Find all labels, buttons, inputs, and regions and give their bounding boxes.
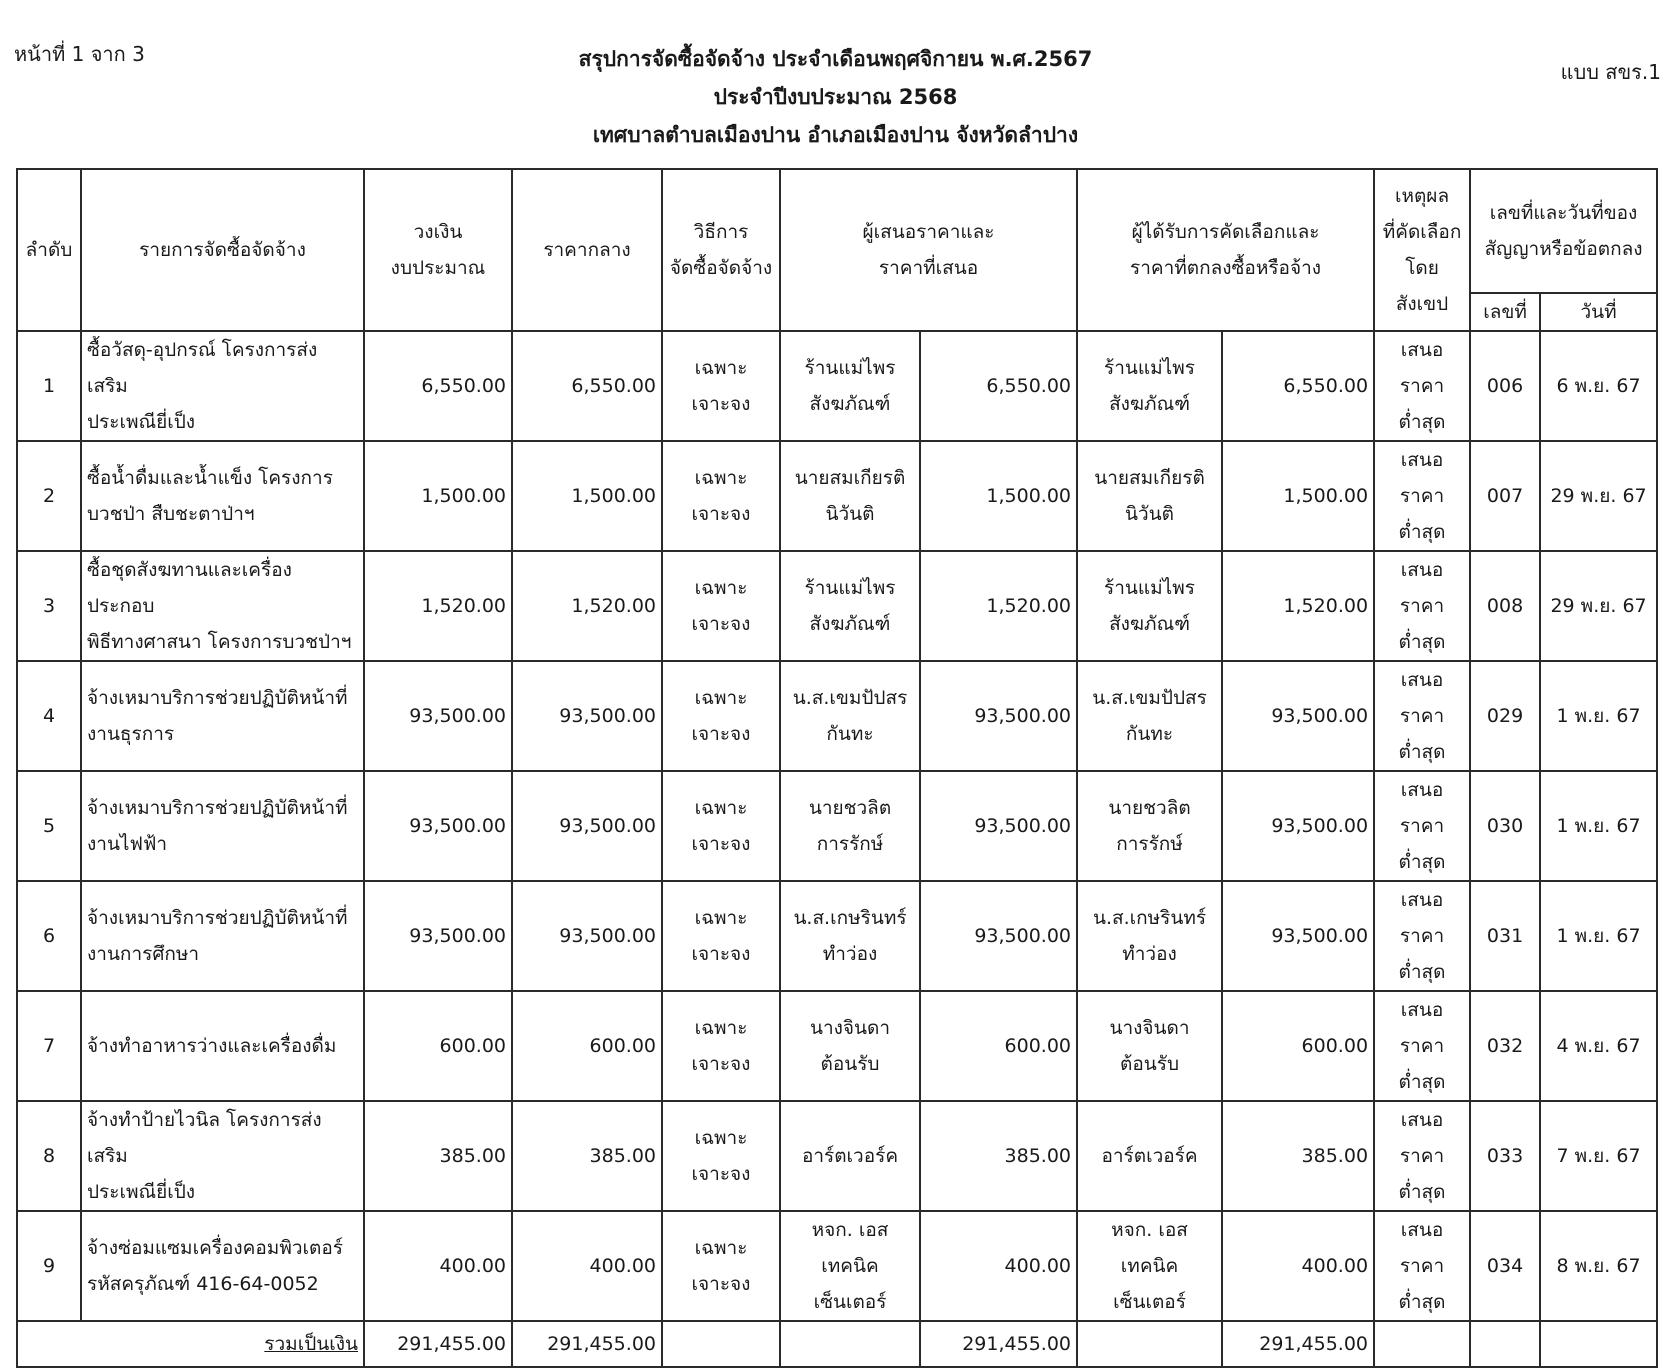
empty-cell bbox=[1077, 1321, 1222, 1367]
bidder-name-line: ต้อนรับ bbox=[820, 1053, 880, 1075]
row-no: 4 bbox=[17, 661, 81, 771]
median-price: 93,500.00 bbox=[512, 881, 662, 991]
total-row bbox=[17, 1321, 1657, 1367]
selection-reason-line: ต่ำสุด bbox=[1398, 1071, 1446, 1093]
median-price: 6,550.00 bbox=[512, 331, 662, 441]
median-price: 1,520.00 bbox=[512, 551, 662, 661]
bidder-name-line: น.ส.เกษรินทร์ bbox=[793, 907, 907, 929]
winner-name-line: หจก. เอสเทคนิค bbox=[1111, 1219, 1188, 1277]
empty-cell bbox=[662, 1321, 780, 1367]
contract-date: 29 พ.ย. 67 bbox=[1540, 551, 1657, 661]
winner-name-line: ต้อนรับ bbox=[1120, 1053, 1180, 1075]
bidder-name-line: น.ส.เขมปัปสร bbox=[792, 687, 908, 709]
contract-number: 031 bbox=[1470, 881, 1540, 991]
bidder-name-line: การรักษ์ bbox=[816, 833, 884, 855]
item-description-line: จ้างเหมาบริการช่วยปฏิบัติหน้าที่ bbox=[87, 797, 348, 819]
header-contract-no: เลขที่ bbox=[1470, 293, 1540, 331]
header-contract-date: วันที่ bbox=[1540, 293, 1657, 331]
row-no: 3 bbox=[17, 551, 81, 661]
winner-name-line: นางจินดา bbox=[1109, 1017, 1190, 1039]
document-title bbox=[0, 40, 1671, 154]
winner-name-line: นายชวลิต bbox=[1108, 797, 1191, 819]
median-price: 400.00 bbox=[512, 1211, 662, 1321]
winner-name-line: เซ็นเตอร์ bbox=[1113, 1291, 1186, 1313]
table-row bbox=[17, 881, 1657, 991]
win-price: 1,500.00 bbox=[1222, 441, 1374, 551]
bid-price: 1,520.00 bbox=[920, 551, 1077, 661]
item-description-line: จ้างเหมาบริการช่วยปฏิบัติหน้าที่ bbox=[87, 907, 348, 929]
title-line: สรุปการจัดซื้อจัดจ้าง ประจำเดือนพฤศจิกายน พ.ศ.2567 bbox=[578, 47, 1093, 71]
median-price: 385.00 bbox=[512, 1101, 662, 1211]
selection-reason bbox=[1374, 441, 1470, 551]
winner-name-line: นายสมเกียรติ bbox=[1094, 467, 1205, 489]
item-description-line: จ้างทำอาหารว่างและเครื่องดื่ม bbox=[87, 1035, 337, 1057]
selection-reason-line: เสนอราคา bbox=[1399, 999, 1445, 1057]
contract-number: 030 bbox=[1470, 771, 1540, 881]
row-no: 9 bbox=[17, 1211, 81, 1321]
header-bidder: ผู้เสนอราคาและ ราคาที่เสนอ bbox=[780, 169, 1077, 331]
page-number: หน้าที่ 1 จาก 3 bbox=[14, 42, 145, 66]
table-footer bbox=[17, 1321, 1657, 1367]
bid-price: 6,550.00 bbox=[920, 331, 1077, 441]
bidder-name bbox=[780, 771, 920, 881]
selection-reason bbox=[1374, 771, 1470, 881]
item-description-line: ประเพณียี่เป็ง bbox=[87, 411, 196, 433]
budget-amount: 1,520.00 bbox=[364, 551, 512, 661]
item-description-line: ประเพณียี่เป็ง bbox=[87, 1181, 196, 1203]
selection-reason-line: ต่ำสุด bbox=[1398, 521, 1446, 543]
contract-date: 6 พ.ย. 67 bbox=[1540, 331, 1657, 441]
table-row bbox=[17, 331, 1657, 441]
selection-reason bbox=[1374, 881, 1470, 991]
win-price: 93,500.00 bbox=[1222, 771, 1374, 881]
winner-name-line: อาร์ตเวอร์ค bbox=[1101, 1145, 1198, 1167]
procurement-method: เฉพาะเจาะจง bbox=[662, 991, 780, 1101]
contract-number: 029 bbox=[1470, 661, 1540, 771]
row-no: 6 bbox=[17, 881, 81, 991]
winner-name-line: การรักษ์ bbox=[1116, 833, 1183, 855]
contract-date: 29 พ.ย. 67 bbox=[1540, 441, 1657, 551]
selection-reason-line: เสนอราคา bbox=[1399, 1109, 1445, 1167]
total-budget: 291,455.00 bbox=[364, 1321, 512, 1367]
bidder-name-line: หจก. เอสเทคนิค bbox=[811, 1219, 889, 1277]
bidder-name bbox=[780, 991, 920, 1101]
empty-cell bbox=[1374, 1321, 1470, 1367]
bidder-name-line: ร้านแม่ไพร bbox=[804, 357, 896, 379]
empty-cell bbox=[1540, 1321, 1657, 1367]
item-description-line: จ้างซ่อมแซมเครื่องคอมพิวเตอร์ bbox=[87, 1237, 343, 1259]
row-no: 5 bbox=[17, 771, 81, 881]
winner-name-line: กันทะ bbox=[1125, 723, 1174, 745]
item-description-line: รหัสครุภัณฑ์ 416-64-0052 bbox=[87, 1273, 319, 1295]
total-bid-price: 291,455.00 bbox=[920, 1321, 1077, 1367]
contract-number: 008 bbox=[1470, 551, 1540, 661]
contract-number: 032 bbox=[1470, 991, 1540, 1101]
procurement-method: เฉพาะเจาะจง bbox=[662, 661, 780, 771]
win-price: 6,550.00 bbox=[1222, 331, 1374, 441]
header-contract: เลขที่และวันที่ของ สัญญาหรือข้อตกลง bbox=[1470, 169, 1657, 293]
bidder-name-line: นิวันติ bbox=[825, 503, 875, 525]
bidder-name-line: ร้านแม่ไพร bbox=[804, 577, 896, 599]
winner-name-line: นิวันติ bbox=[1125, 503, 1174, 525]
selection-reason-line: เสนอราคา bbox=[1399, 339, 1445, 397]
row-no: 7 bbox=[17, 991, 81, 1101]
procurement-method: เฉพาะเจาะจง bbox=[662, 771, 780, 881]
budget-amount: 400.00 bbox=[364, 1211, 512, 1321]
bidder-name-line: นายสมเกียรติ bbox=[794, 467, 906, 489]
contract-number: 007 bbox=[1470, 441, 1540, 551]
budget-amount: 600.00 bbox=[364, 991, 512, 1101]
winner-name bbox=[1077, 441, 1222, 551]
winner-name-line: น.ส.เกษรินทร์ bbox=[1092, 907, 1207, 929]
winner-name-line: ร้านแม่ไพร bbox=[1104, 357, 1195, 379]
selection-reason-line: เสนอราคา bbox=[1399, 449, 1445, 507]
contract-date: 4 พ.ย. 67 bbox=[1540, 991, 1657, 1101]
item-description-line: บวชป่า สืบชะตาป่าฯ bbox=[87, 503, 255, 525]
table-row bbox=[17, 991, 1657, 1101]
empty-cell bbox=[1470, 1321, 1540, 1367]
item-description bbox=[81, 991, 364, 1101]
bidder-name-line: อาร์ตเวอร์ค bbox=[801, 1145, 899, 1167]
winner-name-line: สังฆภัณฑ์ bbox=[1109, 393, 1190, 415]
table-row bbox=[17, 771, 1657, 881]
selection-reason-line: เสนอราคา bbox=[1399, 669, 1445, 727]
win-price: 93,500.00 bbox=[1222, 881, 1374, 991]
selection-reason-line: ต่ำสุด bbox=[1398, 1291, 1446, 1313]
table-header bbox=[17, 169, 1657, 331]
bidder-name-line: สังฆภัณฑ์ bbox=[809, 613, 891, 635]
selection-reason-line: เสนอราคา bbox=[1399, 779, 1445, 837]
row-no: 8 bbox=[17, 1101, 81, 1211]
contract-date: 7 พ.ย. 67 bbox=[1540, 1101, 1657, 1211]
header-median-price: ราคากลาง bbox=[512, 169, 662, 331]
procurement-method: เฉพาะเจาะจง bbox=[662, 441, 780, 551]
procurement-method: เฉพาะเจาะจง bbox=[662, 1101, 780, 1211]
item-description bbox=[81, 1101, 364, 1211]
bidder-name bbox=[780, 1101, 920, 1211]
header-item: รายการจัดซื้อจัดจ้าง bbox=[81, 169, 364, 331]
bid-price: 400.00 bbox=[920, 1211, 1077, 1321]
item-description bbox=[81, 441, 364, 551]
bidder-name-line: นายชวลิต bbox=[808, 797, 892, 819]
win-price: 600.00 bbox=[1222, 991, 1374, 1101]
item-description-line: จ้างทำป้ายไวนิล โครงการส่งเสริม bbox=[87, 1109, 322, 1167]
item-description bbox=[81, 881, 364, 991]
bidder-name-line: นางจินดา bbox=[809, 1017, 891, 1039]
procurement-method: เฉพาะเจาะจง bbox=[662, 551, 780, 661]
budget-amount: 1,500.00 bbox=[364, 441, 512, 551]
selection-reason-line: เสนอราคา bbox=[1399, 1219, 1445, 1277]
row-no: 2 bbox=[17, 441, 81, 551]
total-label: รวมเป็นเงิน bbox=[17, 1321, 364, 1367]
bidder-name bbox=[780, 551, 920, 661]
header-no: ลำดับ bbox=[17, 169, 81, 331]
median-price: 93,500.00 bbox=[512, 661, 662, 771]
selection-reason bbox=[1374, 1211, 1470, 1321]
item-description bbox=[81, 771, 364, 881]
bidder-name-line: เซ็นเตอร์ bbox=[813, 1291, 887, 1313]
item-description bbox=[81, 1211, 364, 1321]
item-description-line: พิธีทางศาสนา โครงการบวชป่าฯ bbox=[87, 631, 352, 653]
selection-reason bbox=[1374, 551, 1470, 661]
item-description bbox=[81, 331, 364, 441]
item-description-line: ซื้อน้ำดื่มและน้ำแข็ง โครงการ bbox=[87, 467, 333, 489]
budget-amount: 93,500.00 bbox=[364, 771, 512, 881]
procurement-table bbox=[16, 168, 1658, 1368]
bid-price: 93,500.00 bbox=[920, 881, 1077, 991]
selection-reason-line: เสนอราคา bbox=[1399, 889, 1445, 947]
item-description bbox=[81, 661, 364, 771]
winner-name bbox=[1077, 551, 1222, 661]
bidder-name-line: ทำว่อง bbox=[822, 943, 878, 965]
winner-name bbox=[1077, 661, 1222, 771]
selection-reason-line: ต่ำสุด bbox=[1398, 851, 1446, 873]
selection-reason bbox=[1374, 1101, 1470, 1211]
win-price: 385.00 bbox=[1222, 1101, 1374, 1211]
win-price: 1,520.00 bbox=[1222, 551, 1374, 661]
item-description-line: งานธุรการ bbox=[87, 723, 175, 745]
winner-name bbox=[1077, 1101, 1222, 1211]
row-no: 1 bbox=[17, 331, 81, 441]
form-code: แบบ สขร.1 bbox=[1560, 60, 1661, 84]
item-description-line: ซื้อวัสดุ-อุปกรณ์ โครงการส่งเสริม bbox=[87, 339, 318, 397]
bidder-name bbox=[780, 881, 920, 991]
contract-number: 006 bbox=[1470, 331, 1540, 441]
contract-date: 1 พ.ย. 67 bbox=[1540, 881, 1657, 991]
empty-cell bbox=[780, 1321, 920, 1367]
bidder-name-line: กันทะ bbox=[826, 723, 874, 745]
winner-name bbox=[1077, 991, 1222, 1101]
item-description-line: จ้างเหมาบริการช่วยปฏิบัติหน้าที่ bbox=[87, 687, 348, 709]
item-description-line: ซื้อชุดสังฆทานและเครื่องประกอบ bbox=[87, 559, 292, 617]
win-price: 400.00 bbox=[1222, 1211, 1374, 1321]
contract-date: 8 พ.ย. 67 bbox=[1540, 1211, 1657, 1321]
contract-date: 1 พ.ย. 67 bbox=[1540, 771, 1657, 881]
selection-reason bbox=[1374, 331, 1470, 441]
procurement-method: เฉพาะเจาะจง bbox=[662, 881, 780, 991]
selection-reason-line: ต่ำสุด bbox=[1398, 1181, 1446, 1203]
item-description-line: งานไฟฟ้า bbox=[87, 833, 168, 855]
header-method: วิธีการ จัดซื้อจัดจ้าง bbox=[662, 169, 780, 331]
table-row bbox=[17, 441, 1657, 551]
median-price: 93,500.00 bbox=[512, 771, 662, 881]
selection-reason-line: เสนอราคา bbox=[1399, 559, 1445, 617]
total-win-price: 291,455.00 bbox=[1222, 1321, 1374, 1367]
header-winner: ผู้ได้รับการคัดเลือกและ ราคาที่ตกลงซื้อหรือจ้าง bbox=[1077, 169, 1374, 331]
selection-reason-line: ต่ำสุด bbox=[1398, 631, 1446, 653]
selection-reason-line: ต่ำสุด bbox=[1398, 741, 1446, 763]
header-reason: เหตุผล ที่คัดเลือก โดยสังเขป bbox=[1374, 169, 1470, 331]
procurement-method: เฉพาะเจาะจง bbox=[662, 1211, 780, 1321]
title-line: ประจำปีงบประมาณ 2568 bbox=[713, 85, 958, 109]
contract-number: 033 bbox=[1470, 1101, 1540, 1211]
procurement-method: เฉพาะเจาะจง bbox=[662, 331, 780, 441]
contract-date: 1 พ.ย. 67 bbox=[1540, 661, 1657, 771]
table-row bbox=[17, 1101, 1657, 1211]
selection-reason bbox=[1374, 991, 1470, 1101]
bidder-name bbox=[780, 441, 920, 551]
budget-amount: 385.00 bbox=[364, 1101, 512, 1211]
bid-price: 600.00 bbox=[920, 991, 1077, 1101]
item-description bbox=[81, 551, 364, 661]
win-price: 93,500.00 bbox=[1222, 661, 1374, 771]
median-price: 600.00 bbox=[512, 991, 662, 1101]
table-row bbox=[17, 551, 1657, 661]
median-price: 1,500.00 bbox=[512, 441, 662, 551]
bid-price: 385.00 bbox=[920, 1101, 1077, 1211]
bid-price: 93,500.00 bbox=[920, 661, 1077, 771]
budget-amount: 93,500.00 bbox=[364, 661, 512, 771]
bid-price: 1,500.00 bbox=[920, 441, 1077, 551]
winner-name bbox=[1077, 881, 1222, 991]
bidder-name bbox=[780, 331, 920, 441]
table-body bbox=[17, 331, 1657, 1321]
budget-amount: 93,500.00 bbox=[364, 881, 512, 991]
header-budget: วงเงิน งบประมาณ bbox=[364, 169, 512, 331]
bidder-name-line: สังฆภัณฑ์ bbox=[809, 393, 891, 415]
winner-name bbox=[1077, 771, 1222, 881]
winner-name bbox=[1077, 331, 1222, 441]
winner-name-line: น.ส.เขมปัปสร bbox=[1092, 687, 1207, 709]
total-median: 291,455.00 bbox=[512, 1321, 662, 1367]
table-row bbox=[17, 661, 1657, 771]
winner-name-line: ทำว่อง bbox=[1122, 943, 1177, 965]
winner-name-line: สังฆภัณฑ์ bbox=[1109, 613, 1190, 635]
bidder-name bbox=[780, 661, 920, 771]
bid-price: 93,500.00 bbox=[920, 771, 1077, 881]
winner-name-line: ร้านแม่ไพร bbox=[1104, 577, 1195, 599]
item-description-line: งานการศึกษา bbox=[87, 943, 200, 965]
table-row bbox=[17, 1211, 1657, 1321]
winner-name bbox=[1077, 1211, 1222, 1321]
bidder-name bbox=[780, 1211, 920, 1321]
selection-reason-line: ต่ำสุด bbox=[1398, 411, 1446, 433]
title-line: เทศบาลตำบลเมืองปาน อำเภอเมืองปาน จังหวัดลำปาง bbox=[592, 123, 1079, 147]
budget-amount: 6,550.00 bbox=[364, 331, 512, 441]
selection-reason-line: ต่ำสุด bbox=[1398, 961, 1446, 983]
selection-reason bbox=[1374, 661, 1470, 771]
contract-number: 034 bbox=[1470, 1211, 1540, 1321]
